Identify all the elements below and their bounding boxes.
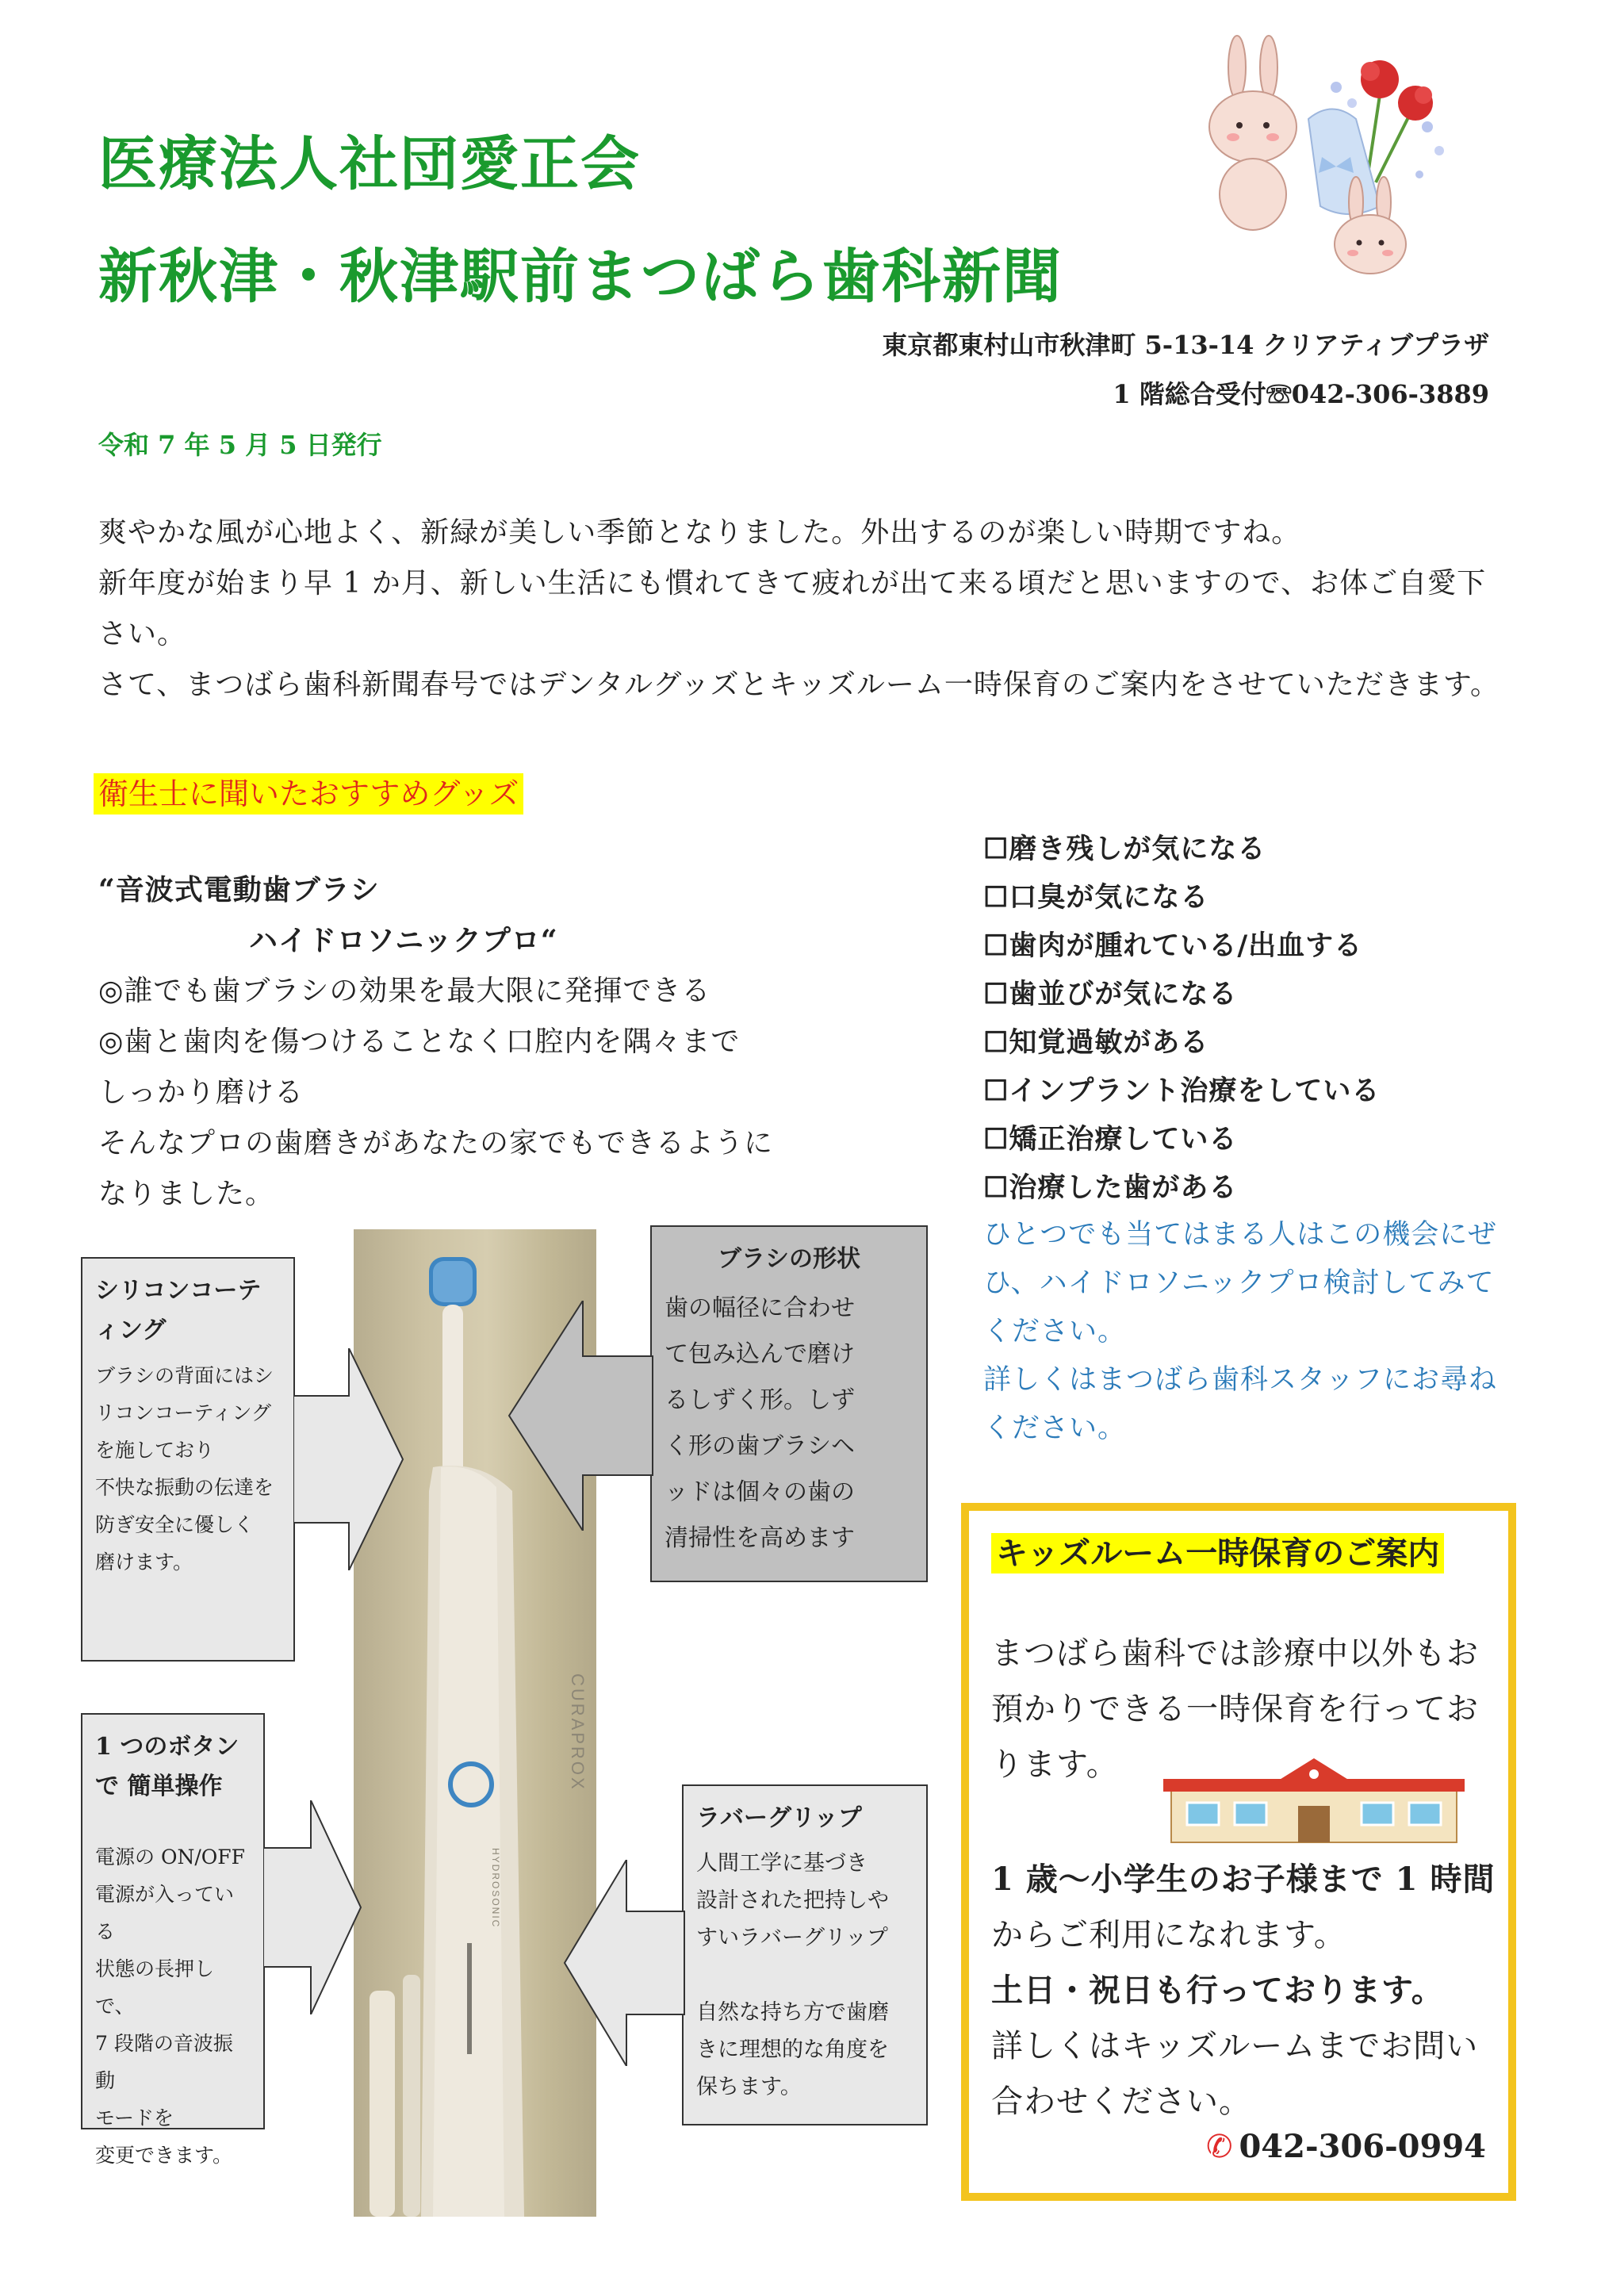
kids-room-notice [961, 1503, 1516, 2201]
goods-section-heading: 衛生士に聞いたおすすめグッズ [94, 773, 523, 815]
newsletter-title: 新秋津・秋津駅前まつばら歯科新聞 [98, 243, 1063, 311]
feature-line: 自然な持ち方で歯磨 [696, 2000, 889, 2025]
feature-line: リコンコーティング [95, 1401, 272, 1424]
cta-line: ください。 [983, 1412, 1127, 1444]
feature-line: 歯の幅径に合わせ [665, 1294, 855, 1322]
feature-line: モードを [95, 2106, 174, 2129]
feature-line: 設計された把持しや [696, 1888, 889, 1913]
clinic-address: 東京都東村山市秋津町 5-13-14 クリアティブプラザ [882, 330, 1489, 360]
feature-line: ブラシの背面にはシ [95, 1364, 274, 1387]
kids-line: 預かりできる一時保育を行ってお [991, 1691, 1479, 1727]
checklist-item[interactable]: ☐歯肉が腫れている/出血する [983, 930, 1363, 962]
checklist-item[interactable]: ☐歯並びが気になる [983, 978, 1238, 1010]
feature-line: すいラバーグリップ [696, 1926, 888, 1950]
feature-line: 電源が入っている [95, 1883, 235, 1943]
model-text: HYDROSONIC [490, 1848, 501, 1929]
checklist-item[interactable]: ☐口臭が気になる [983, 881, 1209, 914]
feature-line: 不快な振動の伝達を [95, 1476, 274, 1499]
kids-phone[interactable]: 042-306-0994 [1239, 2128, 1486, 2165]
cta-line: 詳しくはまつばら歯科スタッフにお尋ね [983, 1364, 1498, 1396]
product-line: ◎歯と歯肉を傷つけることなく口腔内を隅々まで [98, 1025, 741, 1058]
kids-weekend-line: 土日・祝日も行っております。 [991, 1972, 1444, 2009]
feature-title: シリコンコーティング [95, 1277, 262, 1344]
intro-paragraph [98, 508, 1573, 711]
nursery-building-icon [1163, 1757, 1465, 1847]
brand-text: CURAPROX [568, 1673, 588, 1792]
feature-line: るしずく形。しず [665, 1386, 855, 1414]
feature-title: 1 つのボタンで 簡単操作 [95, 1733, 239, 1800]
feature-line: きに理想的な角度を [696, 2037, 889, 2062]
feature-title: ラバーグリップ [696, 1804, 862, 1832]
arrow-left-icon [563, 1860, 686, 2069]
feature-line: く形の歯ブラシヘ [665, 1432, 855, 1460]
checklist-item[interactable]: ☐知覚過敏がある [983, 1026, 1209, 1059]
feature-line: 保ちます。 [696, 2075, 802, 2099]
arrow-right-icon [263, 1800, 362, 2018]
issue-date: 令和 7 年 5 月 5 日発行 [98, 430, 382, 460]
feature-brush-shape [650, 1225, 928, 1582]
kids-line: ります。 [991, 1746, 1119, 1783]
intro-line: 新年度が始まり早 1 か月、新しい生活にも慣れてきて疲れが出て来る頃だと思いますので、お体ご自愛下 [98, 567, 1487, 600]
kids-age-line: 1 歳〜小学生のお子様まで 1 時間 [991, 1861, 1496, 1898]
newsletter-org-title: 医療法人社団愛正会 [98, 130, 641, 198]
product-line: ◎誰でも歯ブラシの効果を最大限に発揮できる [98, 975, 711, 1007]
feature-rubber-grip [682, 1784, 928, 2125]
feature-line: 清掃性を高めます [665, 1524, 855, 1552]
toothbrush-body [421, 1466, 524, 2217]
intro-line: さて、まつばら歯科新聞春号ではデンタルグッズとキッズルーム一時保育のご案内をさせていただきます。 [98, 669, 1500, 701]
spare-heads [370, 1975, 420, 2217]
feature-one-button [81, 1713, 265, 2167]
cta-line: ひとつでも当てはまる人はこの機会にぜ [983, 1219, 1497, 1251]
checklist-item[interactable]: ☐矯正治療している [983, 1123, 1238, 1156]
feature-line: 状態の長押しで、 [95, 1957, 215, 2018]
kids-line: 合わせください。 [991, 2083, 1251, 2120]
kids-line: まつばら歯科では診療中以外もお [991, 1635, 1479, 1672]
cta-line: ください。 [983, 1316, 1127, 1347]
kids-heading: キッズルーム一時保育のご案内 [991, 1533, 1444, 1573]
cta-line: ひ、ハイドロソニックプロ検討してみて [983, 1267, 1495, 1299]
intro-line: さい。 [98, 618, 187, 650]
toothbrush-head [429, 1257, 477, 1479]
feature-line: 人間工学に基づき [696, 1851, 868, 1876]
product-name-line1: “音波式電動歯ブラシ [98, 873, 380, 907]
rabbits-carnation-illustration [1189, 32, 1459, 286]
feature-line: 電源の ON/OFF [95, 1846, 245, 1869]
product-line: そんなプロの歯磨きがあなたの家でもできるように [98, 1127, 774, 1159]
arrow-left-icon [508, 1301, 654, 1534]
product-description [98, 864, 939, 1220]
reception-phone: 1 階総合受付☏042-306-3889 [1113, 379, 1489, 409]
checklist-item[interactable]: ☐治療した歯がある [983, 1171, 1238, 1204]
product-line: しっかり磨ける [98, 1076, 304, 1109]
product-name-line2: ハイドロソニックプロ“ [249, 924, 558, 957]
symptom-checklist [983, 825, 1586, 1212]
intro-line: 爽やかな風が心地よく、新緑が美しい季節となりました。外出するのが楽しい時期ですね。 [98, 516, 1301, 549]
call-to-action [983, 1211, 1586, 1453]
product-line: なりました。 [98, 1178, 275, 1210]
kids-line: 詳しくはキッズルームまでお問い [991, 2028, 1479, 2064]
feature-line: ッドは個々の歯の [665, 1478, 855, 1506]
feature-line [696, 1957, 914, 1994]
feature-silicone-coating [81, 1257, 295, 1662]
rabbit-left-icon [1209, 36, 1297, 230]
feature-line: 変更できます。 [95, 2144, 233, 2167]
feature-line: を施しており [95, 1439, 215, 1462]
feature-line: 7 段階の音波振動 [95, 2032, 233, 2092]
kids-line: からご利用になれます。 [991, 1917, 1346, 1953]
feature-line: て包み込んで磨け [665, 1340, 855, 1368]
checklist-item[interactable]: ☐磨き残しが気になる [983, 833, 1266, 865]
feature-line: 防ぎ安全に優しく [95, 1513, 255, 1536]
phone-icon: ✆ [1205, 2128, 1233, 2165]
carnation-icon [1361, 60, 1433, 121]
feature-title: ブラシの形状 [718, 1245, 860, 1273]
arrow-right-icon [293, 1348, 404, 1573]
feature-line: 磨けます。 [95, 1550, 193, 1573]
checklist-item[interactable]: ☐インプラント治療をしている [983, 1075, 1381, 1107]
